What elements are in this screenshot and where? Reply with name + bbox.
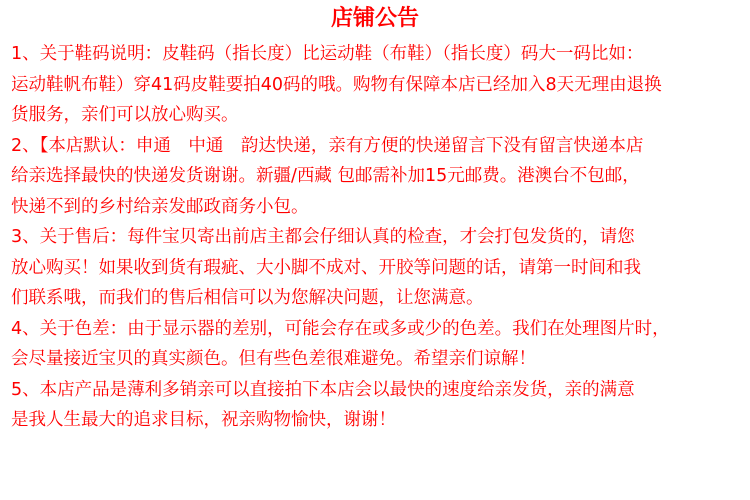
notice-line: 货服务，亲们可以放心购买。 [11,105,239,125]
notice-line: 放心购买！如果收到货有瑕疵、大小脚不成对、开胶等问题的话，请第一时间和我 [11,257,641,278]
notice-line: 快递不到的乡村给亲发邮政商务小包。 [11,196,309,217]
notice-line: 2、【本店默认：申通 中通 韵达快递，亲有方便的快递留言下没有留言快递本店 [11,135,644,156]
notice-line: 会尽量接近宝贝的真实颜色。但有些色差很难避免。希望亲们谅解！ [11,349,536,369]
notice-line: 1、关于鞋码说明：皮鞋码（指长度）比运动鞋（布鞋）（指长度）码大一码比如： [11,44,644,64]
notice-line: 给亲选择最快的快递发货谢谢。新疆/西藏 包邮需补加15元邮费。港澳台不包邮， [11,166,640,186]
notice-line: 运动鞋帆布鞋）穿41码皮鞋要拍40码的哦。购物有保障本店已经加入8天无理由退换 [11,74,662,95]
notice-line: 3、关于售后：每件宝贝寄出前店主都会仔细认真的检查，才会打包发货的，请您 [11,227,635,247]
notice-line: 5、本店产品是薄利多销亲可以直接拍下本店会以最快的速度给亲发货，亲的满意 [11,379,635,400]
notice-line: 是我人生最大的追求目标，祝亲购物愉快，谢谢！ [11,410,396,430]
notice-body [0,39,750,436]
notice-title: 店铺公告 [330,6,419,31]
notice-line: 们联系哦，而我们的售后相信可以为您解决问题，让您满意。 [11,288,484,308]
notice-line: 4、关于色差：由于显示器的差别，可能会存在或多或少的色差。我们在处理图片时， [11,318,670,339]
